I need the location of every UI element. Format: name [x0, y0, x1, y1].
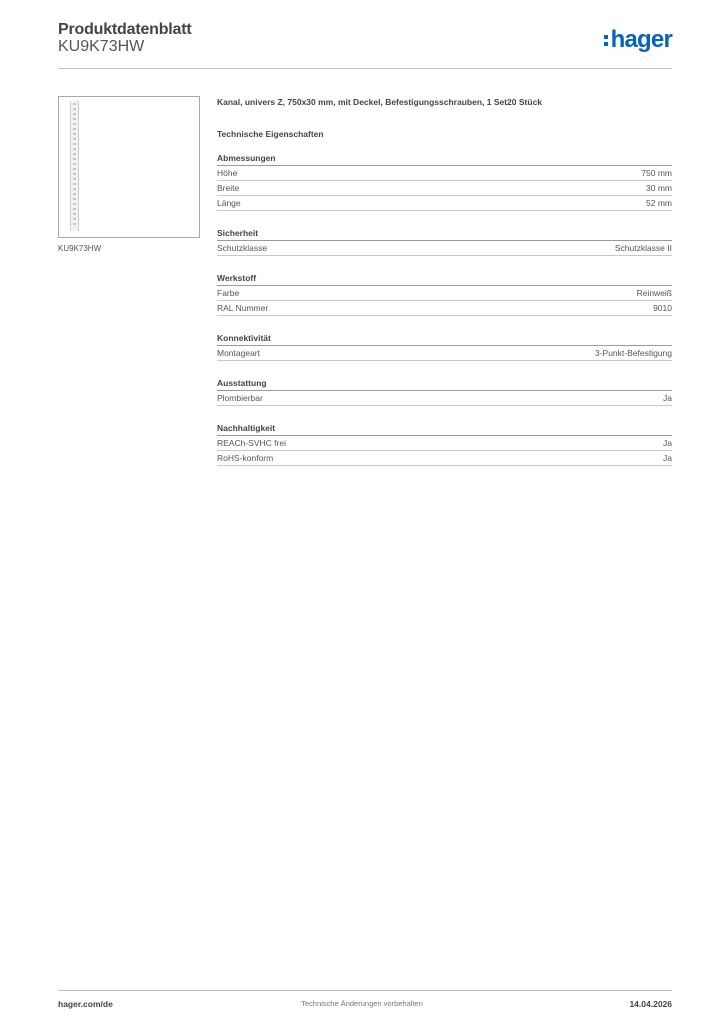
section: [217, 378, 672, 406]
property-label: Breite: [217, 183, 240, 193]
section: [217, 153, 672, 211]
logo-mark-icon: [604, 35, 608, 46]
property-value: 750 mm: [641, 168, 672, 178]
property-row: [217, 451, 672, 466]
section: [217, 423, 672, 466]
property-row: [217, 241, 672, 256]
property-value: 3-Punkt-Befestigung: [594, 348, 672, 358]
property-row: [217, 391, 672, 406]
page-title: Produktdatenblatt: [58, 21, 192, 38]
section-title: Werkstoff: [217, 273, 672, 286]
property-value: Ja: [663, 393, 672, 403]
property-row: [217, 436, 672, 451]
section-title: Konnektivität: [217, 333, 672, 346]
section-title: Sicherheit: [217, 228, 672, 241]
property-value: Reinweiß: [636, 288, 672, 298]
property-value: Ja: [663, 438, 672, 448]
property-row: [217, 346, 672, 361]
property-label: Montageart: [217, 348, 260, 358]
property-value: Ja: [663, 453, 672, 463]
property-row: [217, 181, 672, 196]
property-row: [217, 301, 672, 316]
product-details: [217, 97, 672, 466]
property-row: [217, 196, 672, 211]
property-value: 52 mm: [646, 198, 672, 208]
property-label: Länge: [217, 198, 241, 208]
section: [217, 273, 672, 316]
header-divider: [58, 68, 672, 69]
section: [217, 228, 672, 256]
technical-properties-heading: Technische Eigenschaften: [217, 129, 324, 139]
property-label: REACh-SVHC frei: [217, 438, 286, 448]
property-value: 30 mm: [646, 183, 672, 193]
section-title: Ausstattung: [217, 378, 672, 391]
footer-divider: [58, 990, 672, 991]
properties-sections: [217, 153, 672, 466]
product-image: [58, 96, 200, 238]
product-code: KU9K73HW: [58, 38, 145, 55]
cable-duct-illustration: [70, 101, 79, 231]
section-title: Abmessungen: [217, 153, 672, 166]
property-row: [217, 166, 672, 181]
property-label: Schutzklasse: [217, 243, 268, 253]
property-value: Schutzklasse II: [614, 243, 672, 253]
logo-text: hager: [610, 26, 672, 53]
property-value: 9010: [653, 303, 672, 313]
property-label: RAL Nummer: [217, 303, 269, 313]
property-label: Höhe: [217, 168, 238, 178]
property-label: RoHS-konform: [217, 453, 274, 463]
footer-date: 14.04.2026: [629, 999, 672, 1009]
section-title: Nachhaltigkeit: [217, 423, 672, 436]
product-description: Kanal, univers Z, 750x30 mm, mit Deckel, Befestigungsschrauben, 1 Set20 Stück: [217, 97, 543, 107]
property-row: [217, 286, 672, 301]
property-label: Plombierbar: [217, 393, 263, 403]
section: [217, 333, 672, 361]
footer-disclaimer: Technische Änderungen vorbehalten: [301, 999, 423, 1008]
image-caption: KU9K73HW: [58, 244, 102, 253]
footer-website[interactable]: hager.com/de: [58, 999, 113, 1009]
property-label: Farbe: [217, 288, 240, 298]
hager-logo: [604, 28, 672, 52]
